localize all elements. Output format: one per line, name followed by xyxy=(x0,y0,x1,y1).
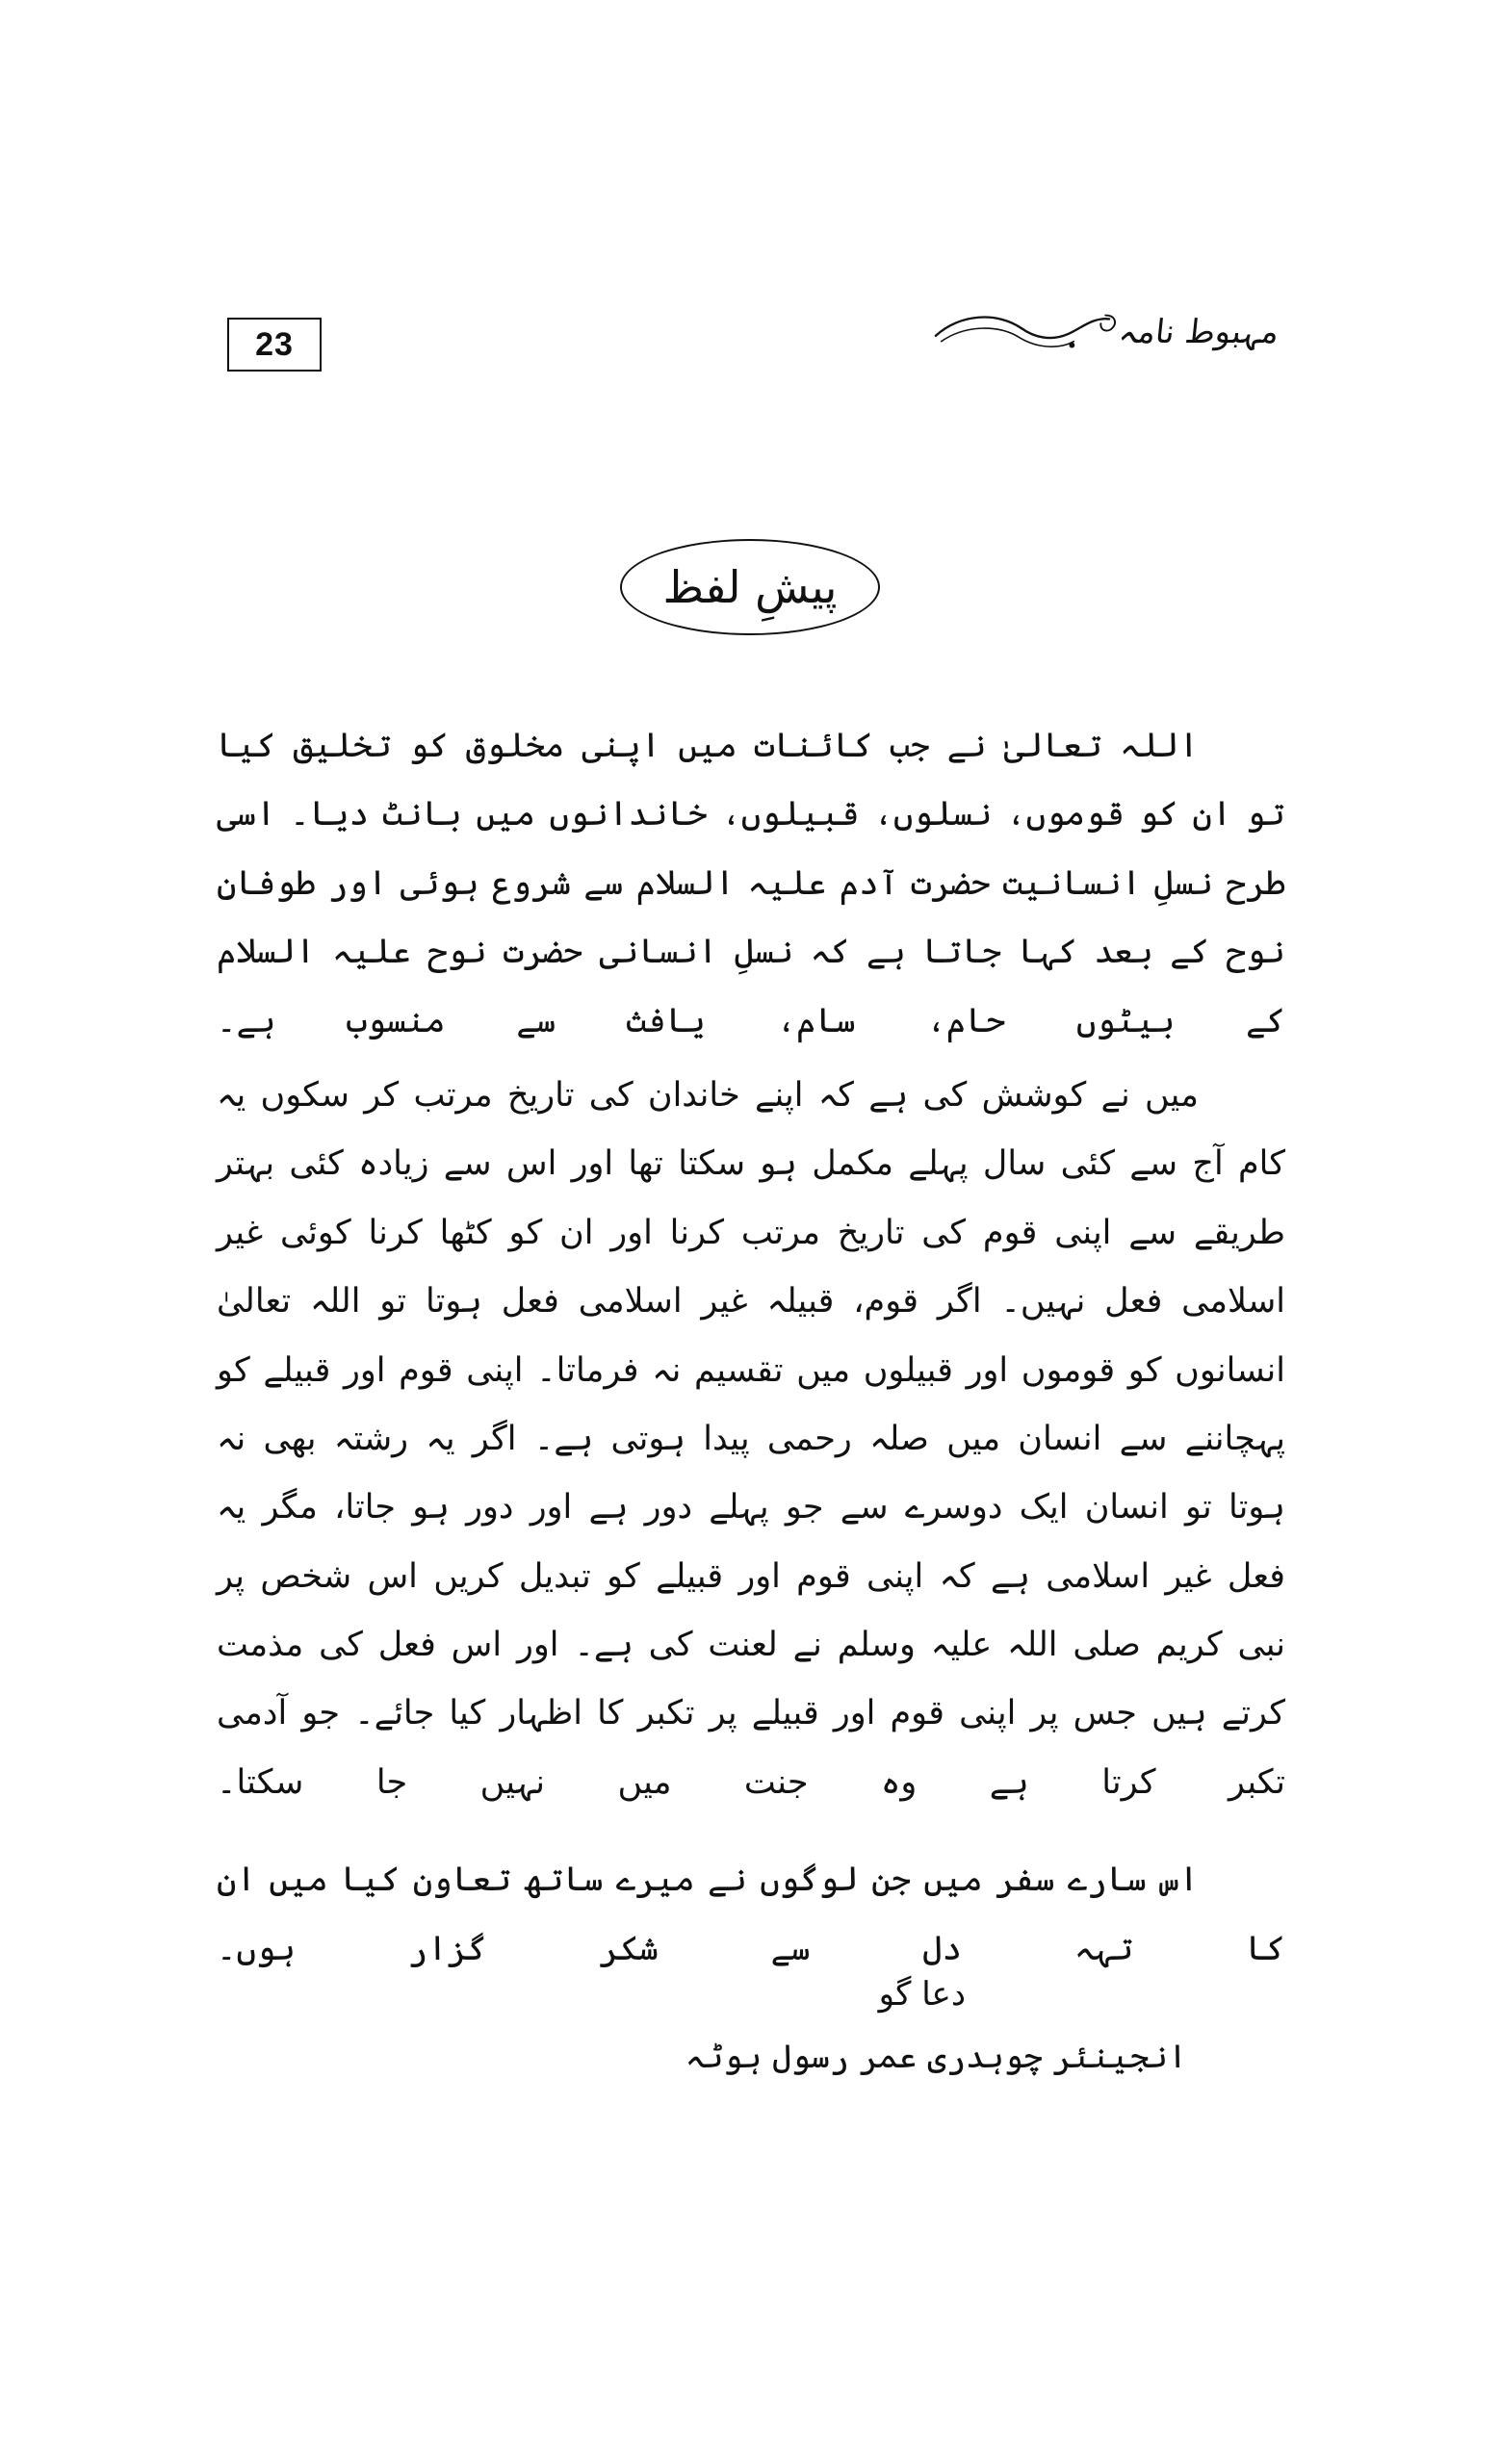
paragraph: اس سارے سفر میں جن لوگوں نے میرے ساتھ تعاون کیا میں ان کا تہہ دل سے شکر گزار ہوں۔ xyxy=(217,1861,1285,1968)
paragraph: میں نے کوشش کی ہے کہ اپنے خاندان کی تاریخ مرتب کر سکوں یہ کام آج سے کئی سال پہلے مکمل ہو سکتا تھا اور اس سے زیادہ کئی بہتر طریقے سے اپنی قوم کی تاریخ مرتب کرنا اور ان کو کٹھا کرنا کوئی غیر اسلامی فعل نہیں۔ اگر قوم، قبیلہ غیر اسلامی فعل ہوتا تو اللہ تعالیٰ انسانوں کو قوموں اور قبیلوں میں تقسیم نہ فرماتا۔ اپنی قوم اور قبیلے کو پہچاننے سے انسان میں صلہ رحمی پیدا ہوتی ہے۔ اگر یہ رشتہ بھی نہ ہوتا تو انسان ایک دوسرے سے جو پہلے دور ہے اور دور ہو جاتا، مگر یہ فعل غیر اسلامی ہے کہ اپنی قوم اور قبیلے کو تبدیل کریں اس شخص پر نبی کریم صلی اللہ علیہ وسلم نے لعنت کی ہے۔ اور اس فعل کی مذمت کرتے ہیں جس پر اپنی قوم اور قبیلے پر تکبر کا اظہار کیا جائے۔ جو آدمی تکبر کرتا ہے وہ جنت میں نہیں جا سکتا۔ xyxy=(217,1075,1286,1802)
signature-name: انجینئر چوہدری عمر رسول ہوٹہ xyxy=(685,2037,1187,2076)
page-number: 23 xyxy=(255,326,294,363)
signature-block xyxy=(609,1964,1283,2088)
signature-label: دعا گو xyxy=(878,1975,966,2014)
section-title: پیشِ لفظ xyxy=(662,561,838,613)
body-text xyxy=(217,712,1285,1989)
section-title-badge xyxy=(620,539,880,635)
running-head-text: مہبوط نامہ xyxy=(1116,313,1281,351)
page-number-badge xyxy=(227,318,322,372)
running-head xyxy=(932,289,1279,375)
flourish-ornament-icon xyxy=(932,303,1119,361)
paragraph: اللہ تعالیٰ نے جب کائنات میں اپنی مخلوق کو تخلیق کیا تو ان کو قوموں، نسلوں، قبیلوں، خاندانوں میں بانٹ دیا۔ اسی طرح نسلِ انسانیت حضرت آدم علیہ السلام سے شروع ہوئی اور طوفانِ نوح کے بعد کہا جاتا ہے کہ نسلِ انسانی حضرت نوح علیہ السلام کے بیٹوں حام، سام، یافث سے منسوب ہے۔ xyxy=(217,727,1285,1040)
